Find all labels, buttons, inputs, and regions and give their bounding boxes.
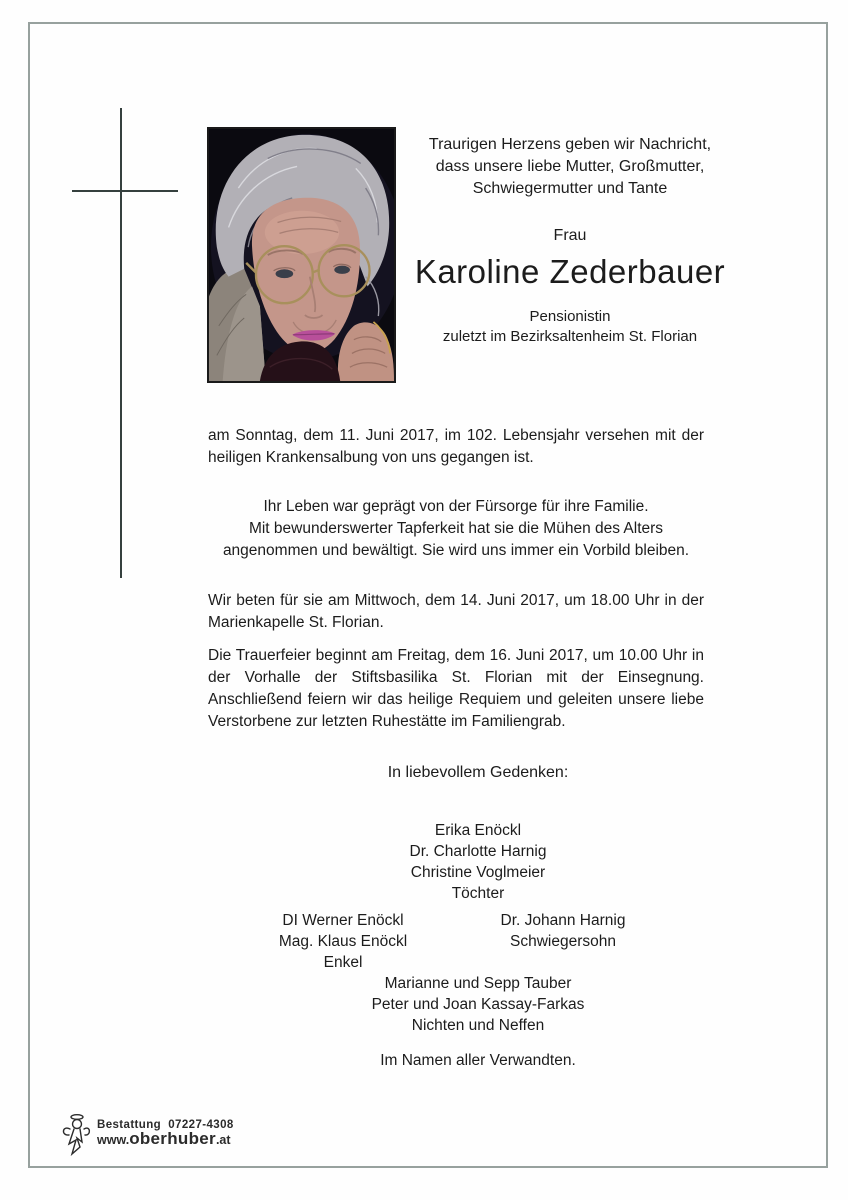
announcement-intro-line: Schwiegermutter und Tante xyxy=(472,180,668,197)
mourner-name: DI Werner Enöckl xyxy=(282,912,404,929)
announcement-block xyxy=(393,134,747,347)
mourner-name: Christine Voglmeier xyxy=(410,864,546,881)
portrait-photo xyxy=(207,127,396,383)
funeral-home-text xyxy=(97,1112,234,1148)
funeral-paragraph: Die Trauerfeier beginnt am Freitag, dem 16. Juni 2017, um 10.00 Uhr in der Vorhalle der Stiftsbasilika St. Florian mit der Einsegnung. Anschließend feiern wir das heilige Requiem und geleiten unsere liebe Verstorbene zur letzten Ruhestätte im Familiengrab. xyxy=(208,647,704,730)
funeral-home-website xyxy=(97,1131,234,1148)
tribute-line: Ihr Leben war geprägt von der Fürsorge für ihre Familie. xyxy=(263,498,649,515)
tribute-line: Mit bewunderswerter Tapferkeit hat sie die Mühen des Alters xyxy=(248,520,664,537)
two-column-mourners xyxy=(208,910,748,973)
closing-line: Im Namen aller Verwandten. xyxy=(380,1052,576,1069)
salutation: Frau xyxy=(553,227,587,244)
deceased-title: Pensionistin xyxy=(529,308,611,325)
passing-paragraph: am Sonntag, dem 11. Juni 2017, im 102. Lebensjahr versehen mit der heiligen Krankensalbung von uns gegangen ist. xyxy=(208,427,704,466)
nieces-nephews-group xyxy=(208,973,748,1036)
mourner-name: Erika Enöckl xyxy=(434,822,522,839)
son-in-law-group xyxy=(433,910,693,952)
son-in-law-role: Schwiegersohn xyxy=(510,933,616,950)
cross-vertical-bar xyxy=(120,108,122,578)
tribute-line: angenommen und bewältigt. Sie wird uns immer ein Vorbild bleiben. xyxy=(222,542,690,559)
mourner-name: Dr. Johann Harnig xyxy=(500,912,626,929)
mourner-name: Peter und Joan Kassay-Farkas xyxy=(371,996,585,1013)
deceased-name: Karoline Zederbauer xyxy=(414,253,726,290)
cross-horizontal-bar xyxy=(72,190,178,192)
tribute-paragraph xyxy=(208,496,704,562)
mourner-name: Mag. Klaus Enöckl xyxy=(278,933,408,950)
website-prefix: www. xyxy=(97,1133,130,1147)
funeral-home-phone: 07227-4308 xyxy=(168,1119,234,1131)
angel-logo-icon xyxy=(60,1112,92,1161)
announcement-intro-line: dass unsere liebe Mutter, Großmutter, xyxy=(435,158,705,175)
portrait-illustration xyxy=(209,129,394,381)
mourner-name: Dr. Charlotte Harnig xyxy=(409,843,547,860)
daughters-names xyxy=(208,820,748,883)
nieces-nephews-role: Nichten und Neffen xyxy=(411,1017,545,1034)
announcement-intro xyxy=(393,134,747,200)
mourners-section xyxy=(208,762,748,1071)
announcement-intro-line: Traurigen Herzens geben wir Nachricht, xyxy=(428,136,712,153)
mourner-name: Marianne und Sepp Tauber xyxy=(384,975,572,992)
deceased-residence: zuletzt im Bezirksaltenheim St. Florian xyxy=(442,328,698,345)
funeral-home-label: Bestattung xyxy=(97,1119,162,1131)
son-in-law-names xyxy=(433,910,693,931)
funeral-home-footer xyxy=(60,1112,234,1161)
daughters-group xyxy=(208,820,748,904)
daughters-role: Töchter xyxy=(451,885,505,902)
website-brand: oberhuber xyxy=(129,1129,216,1148)
prayer-paragraph: Wir beten für sie am Mittwoch, dem 14. Juni 2017, um 18.00 Uhr in der Marienkapelle St. Florian. xyxy=(208,592,704,631)
notice-body xyxy=(208,425,704,733)
mourners-heading: In liebevollem Gedenken: xyxy=(387,764,569,781)
nieces-nephews-names xyxy=(208,973,748,1015)
website-suffix: .at xyxy=(215,1133,231,1147)
grandchildren-role: Enkel xyxy=(323,954,363,971)
